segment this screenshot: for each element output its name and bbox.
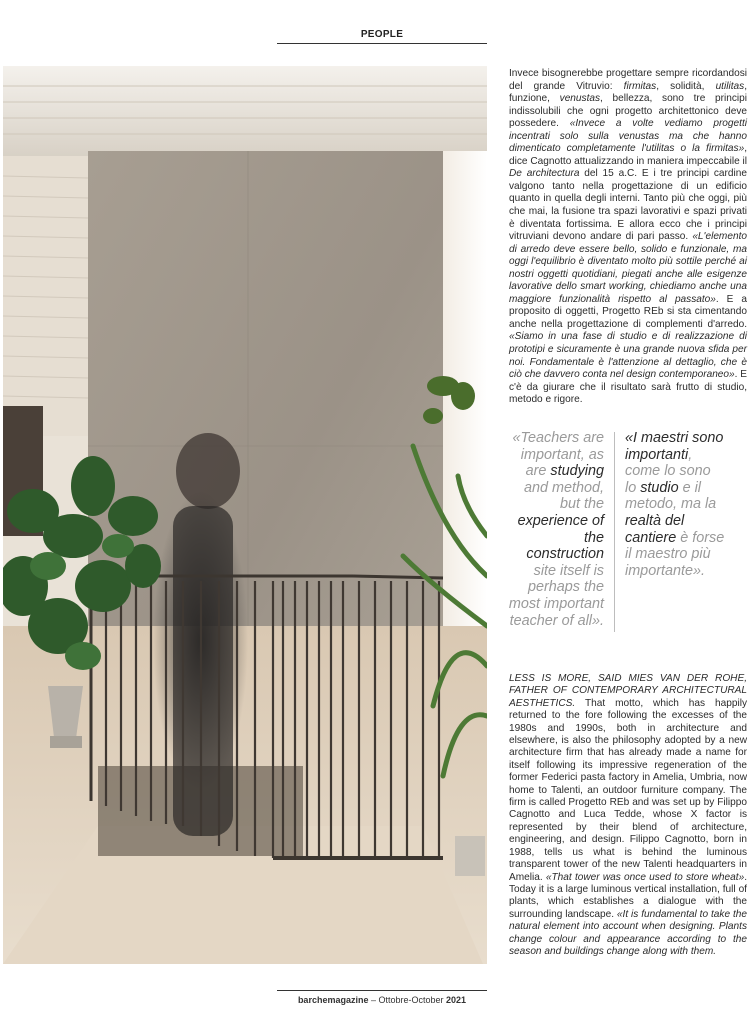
text-run: , dice Cagnotto attualizzando in maniera impeccabile il [509, 143, 747, 167]
text-run: del 15 a.C. E i tre principi cardine valgono tanto nella progettazione di un edificio quanto in quella degli interni. Tanto più che oggi, più che mai, la fusione tra spazi lavorativi e spazi privati è diventata fortissima. E allora ecco che i principi vitruviani devono andare di pari passo. [509, 168, 747, 243]
issue-year: 2021 [446, 995, 467, 1005]
quote-run: realtà del cantiere [625, 512, 685, 546]
quote-run: , as are [525, 446, 604, 480]
quote-run: studio [640, 479, 679, 496]
page-footer [277, 995, 487, 1005]
text-run: venustas [559, 93, 601, 105]
text-run: , solidità, [656, 80, 716, 92]
text-run: , funzione, [509, 80, 747, 105]
issue-date: – Ottobre-October [368, 995, 447, 1005]
text-run: Invece bisognerebbe progettare sempre ricordandosi del grande Vitruvio: [509, 68, 747, 92]
pull-quote-english [505, 430, 604, 629]
text-run: utilitas [715, 80, 745, 92]
header-rule [277, 43, 487, 44]
text-run: That motto, which has happily returned to the fore following the excesses of the 1980s and 1990s, both in architecture and elsewhere, is also the philosophy adopted by a new architecture firm that has already made a name for itself following its impressive regeneration of the former Federici pasta factory in Amelia, Umbria, now home to Talenti, an outdoor furniture company. The firm is called Progetto REb and was set up by Filippo Cagnotto and Luca Tedde, whose X factor is represented by their blend of architecture, engineering, and design. Filippo Cagnotto, born in 1988, tells us what is behind the luminous transparent tower of the new Talenti headquarters in Amelia. [509, 697, 747, 883]
quote-run: è forse il maestro più importante». [625, 529, 725, 579]
photo-illustration [3, 66, 487, 964]
text-run: «That tower was once used to store wheat» [545, 871, 745, 883]
quote-divider [614, 432, 615, 632]
quote-run: site itself is perhaps the most important teacher of all». [508, 562, 604, 629]
text-run: . E a proposito di oggetti, Progetto REb si sta cimentando anche nella progettazione di complementi d'arredo. [509, 293, 747, 330]
pull-quote-italian [625, 430, 725, 579]
quote-run: studying [550, 463, 604, 480]
text-run: , bellezza, sono tre principi indissolubili che ogni progetto architettonico deve possedere. [509, 93, 747, 130]
text-run: LESS IS MORE, SAID MIES VAN DER ROHE, FATHER OF CONTEMPORARY ARCHITECTURAL AESTHETICS. [509, 673, 747, 709]
text-run: «L'elemento di arredo deve essere bello, solido e funzionale, ma oggi l'equilibrio è diventato molto più sottile perché ai nostri oggetti quotidiani, piegati anche alle esigenze lavorative dello smart working, chiediamo anche una maggiore funzionalità rispetto al passato» [509, 231, 747, 305]
footer-rule [277, 990, 487, 991]
text-run: De architectura [509, 168, 580, 180]
text-run: . Today it is a large luminous vertical installation, full of plants, which establishes a dialogue with the surrounding landscape. [509, 871, 747, 920]
text-run: firmitas [623, 80, 657, 92]
quote-run: , come lo sono lo [625, 446, 711, 496]
text-run: «It is fundamental to take the natural element into account when designing. Plants change colour and appearance according to the season and buildings change along with them. [509, 908, 747, 957]
text-run: «Invece a volte vediamo progetti incentrati solo sulla venustas ma che hanno dimenticato completamente l'utilitas o la firmitas» [509, 118, 747, 155]
quote-run: experience of the construction [517, 512, 604, 563]
section-label: PEOPLE [360, 29, 404, 40]
quote-run: e il metodo, ma la [625, 479, 717, 513]
text-run: «Siamo in una fase di studio e di realizzazione di prototipi e sicuramente è una grande nuova sfida per noi. Fondamentale è l'attenzione al dettaglio, che è ciò che davvero conta nel design contemporaneo» [509, 331, 747, 381]
quote-run: and method, but the [523, 479, 604, 513]
article-body-italian [509, 68, 747, 407]
quote-run: «Teachers are important [512, 430, 604, 463]
magazine-name: barchemagazine [297, 995, 369, 1005]
quote-run: «I maestri sono importanti [625, 430, 724, 463]
text-run: . E c'è da giurare che il risultato sarà frutto di studio, metodo e rigore. [509, 369, 748, 406]
interior-staircase-photo [3, 66, 487, 964]
article-body-english [509, 673, 747, 958]
